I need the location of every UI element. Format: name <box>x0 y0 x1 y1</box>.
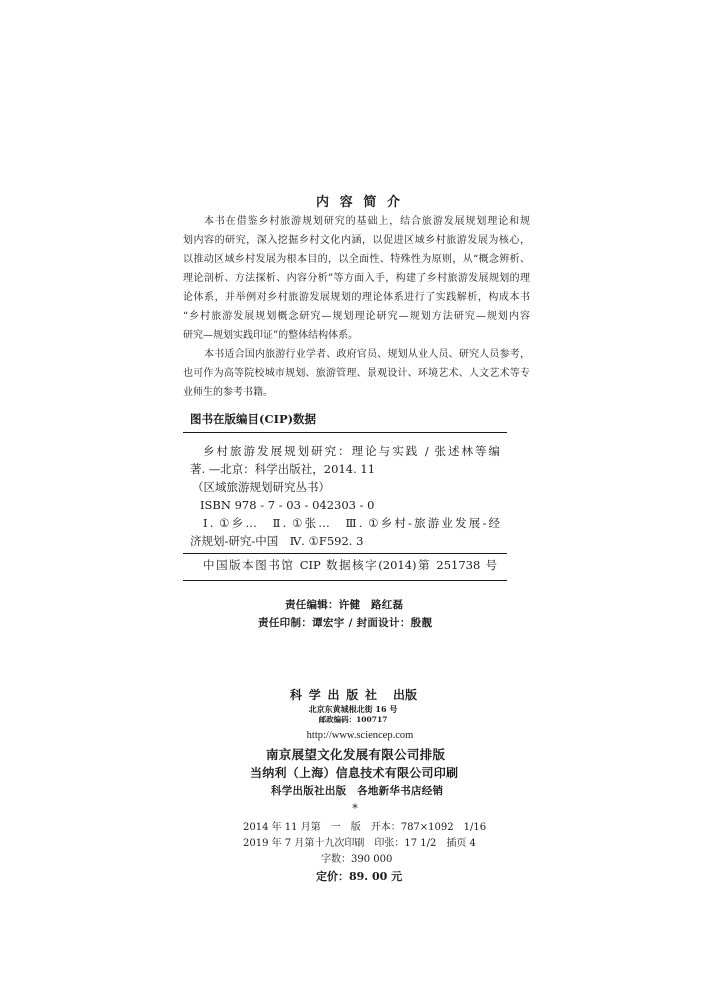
cip-rule-top <box>183 432 507 433</box>
cip-record-number: 中国版本图书馆 CIP 数据核字(2014)第 251738 号 <box>203 558 497 572</box>
publisher-postcode: 邮政编码：100717 <box>318 715 388 724</box>
word-count: 字数：390 000 <box>321 854 393 865</box>
paragraph-line: 业师生的参考书籍。 <box>183 387 273 398</box>
cip-rule-middle <box>183 553 507 554</box>
paragraph-line: 划内容的研究，深入挖掘乡村文化内涵，以促进区域乡村旅游发展为核心， <box>183 235 530 246</box>
paragraph-line: 理论剖析、方法探析、内容分析”等方面入手，构建了乡村旅游发展规划的理 <box>183 273 530 284</box>
section-separator: * <box>352 802 358 815</box>
cip-isbn: ISBN 978 - 7 - 03 - 042303 - 0 <box>200 498 375 512</box>
publisher-website: http://www.sciencep.com <box>306 730 414 741</box>
cip-line: 著. —北京：科学出版社，2014. 11 <box>190 462 376 476</box>
cip-line: （区域旅游规划研究丛书） <box>192 480 330 494</box>
cip-classification-line: 济规划-研究-中国 Ⅳ. ①F592. 3 <box>190 534 364 548</box>
first-edition-info: 2014 年 11 月第 一 版 开本：787×1092 1/16 <box>243 822 487 833</box>
price: 定价：89. 00 元 <box>316 870 403 883</box>
paragraph-line: 以推动区域乡村发展为根本目的，以全面性、特殊性为原则，从“概念辨析、 <box>183 254 530 265</box>
printing-company: 当纳利（上海）信息技术有限公司印刷 <box>250 766 458 780</box>
paragraph-line: “乡村旅游发展规划概念研究—规划理论研究—规划方法研究—规划内容 <box>183 311 530 322</box>
cip-classification-line: Ⅰ. ①乡… Ⅱ. ①张… Ⅲ. ①乡村-旅游业发展-经 <box>203 516 500 530</box>
paragraph-line: 本书适合国内旅游行业学者、政府官员、规划从业人员、研究人员参考， <box>204 349 530 360</box>
publisher-address: 北京东黄城根北街 16 号 <box>308 704 398 714</box>
current-printing-info: 2019 年 7 月第十九次印刷 印张：17 1/2 插页 4 <box>243 838 476 849</box>
summary-title: 内 容 简 介 <box>316 195 400 210</box>
paragraph-line: 研究—规划实践印证”的整体结构体系。 <box>183 330 359 341</box>
cip-line: 乡村旅游发展规划研究：理论与实践 / 张述林等编 <box>203 444 500 458</box>
typesetting-company: 南京展望文化发展有限公司排版 <box>266 747 445 762</box>
publisher-logo-text: 科 学 出 版 社 <box>290 688 378 702</box>
cip-rule-bottom <box>183 580 507 581</box>
paragraph-line: 论体系，并举例对乡村旅游发展规划的理论体系进行了实践解析，构成本书 <box>183 292 530 303</box>
responsible-editors: 责任编辑：许健 路红磊 <box>285 599 403 611</box>
publisher-action: 出版 <box>393 688 418 702</box>
paragraph-line: 本书在借鉴乡村旅游规划研究的基础上，结合旅游发展规划理论和规 <box>204 216 530 227</box>
paragraph-line: 也可作为高等院校城市规划、旅游管理、景观设计、环境艺术、人文艺术等专 <box>183 368 530 379</box>
cip-heading: 图书在版编目(CIP)数据 <box>190 412 317 426</box>
production-and-cover-design: 责任印制：谭宏宇 / 封面设计：殷靓 <box>258 617 432 629</box>
distribution-info: 科学出版社出版 各地新华书店经销 <box>271 785 443 797</box>
